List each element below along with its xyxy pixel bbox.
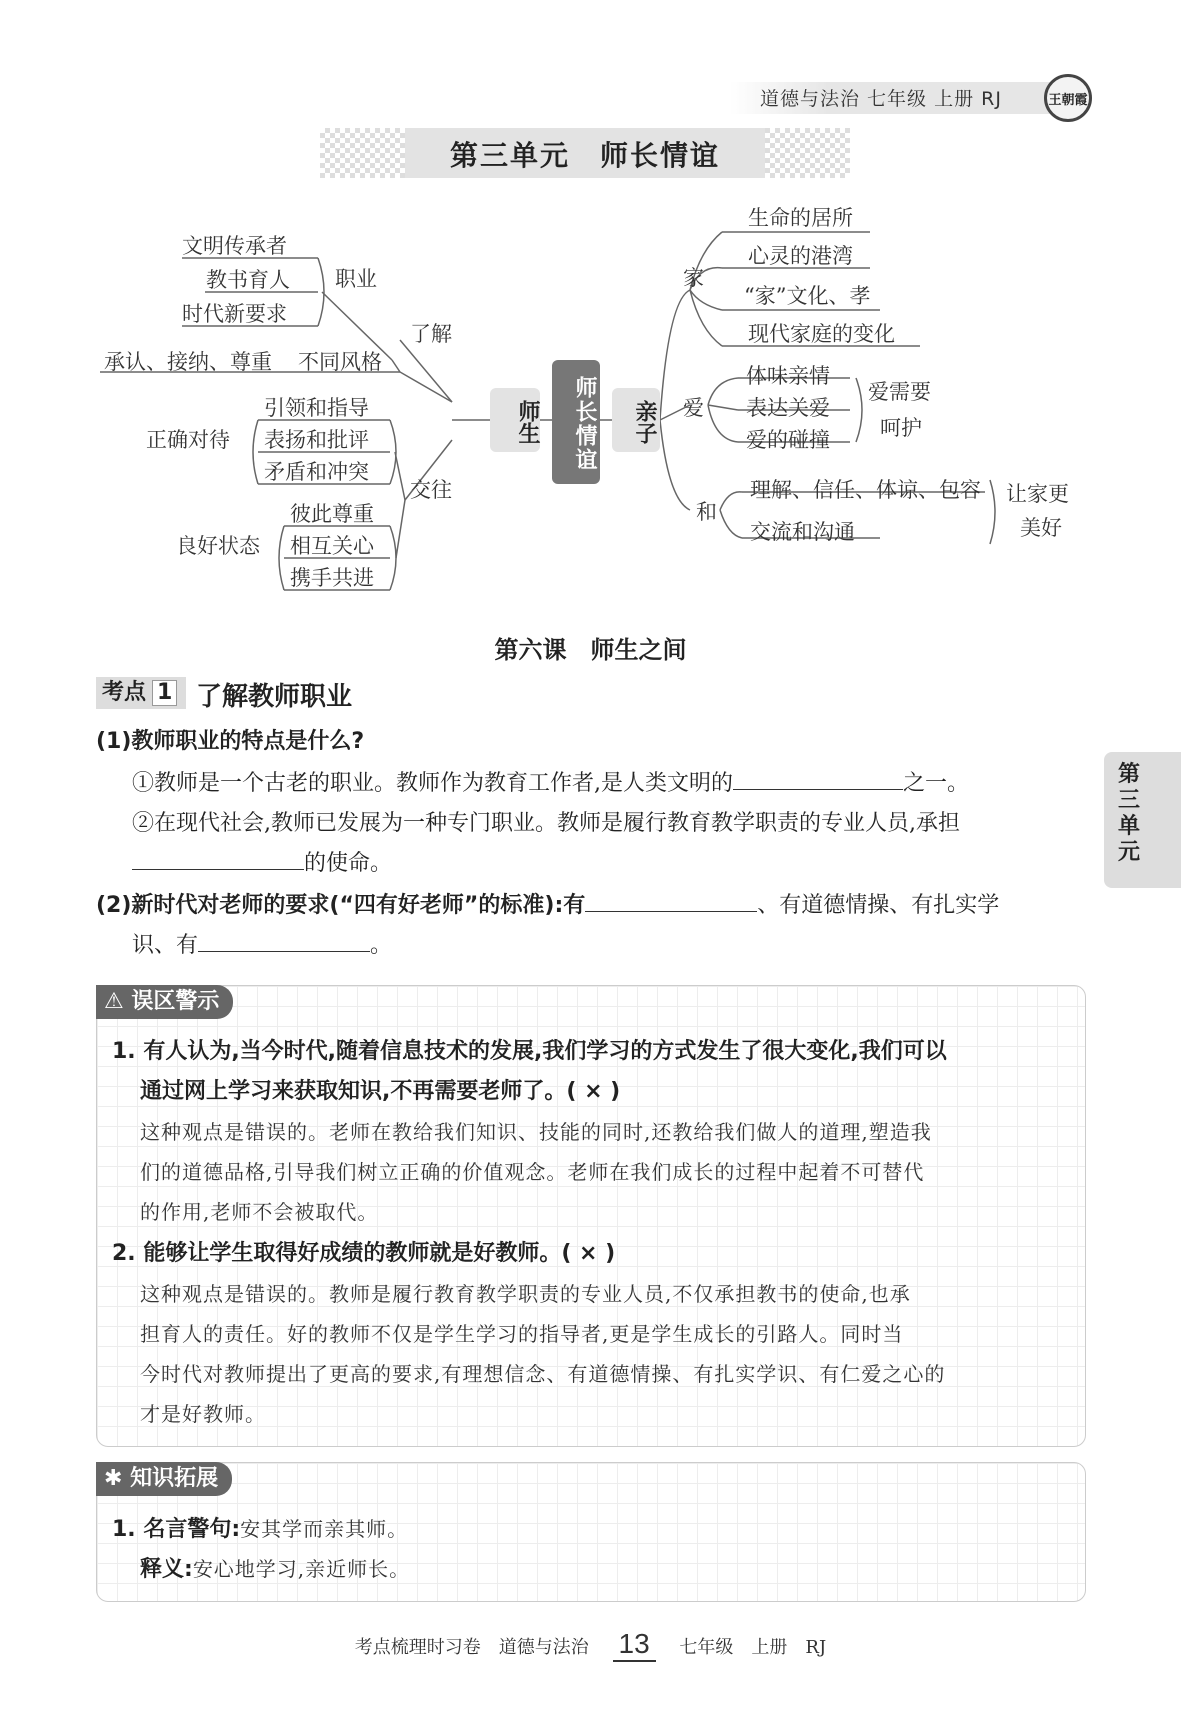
mm-correct-label: 正确对待 bbox=[146, 428, 230, 452]
mm-home-label: 家 bbox=[683, 266, 704, 290]
mm-career-item-2: 教书育人 bbox=[206, 268, 290, 292]
extend-tag: ✱ 知识拓展 bbox=[96, 1462, 232, 1496]
warning-q1-line-2: 通过网上学习来获取知识,不再需要老师了。( × ) bbox=[140, 1079, 621, 1104]
mm-harmony-label: 和 bbox=[696, 500, 717, 524]
mm-love-item-2: 表达关爱 bbox=[746, 396, 830, 420]
mm-career-item-1: 文明传承者 bbox=[182, 234, 287, 258]
mm-home-item-4: 现代家庭的变化 bbox=[748, 322, 895, 346]
q2-line-1: (2)新时代对老师的要求(“四有好老师”的标准):有 、有道德情操、有扎实学 bbox=[96, 893, 1000, 918]
mm-harmony-note-1: 让家更 bbox=[1006, 482, 1069, 506]
warning-a2-line-2: 担育人的责任。好的教师不仅是学生学习的指导者,更是学生成长的引路人。同时当 bbox=[140, 1322, 904, 1346]
mm-good-item-1: 彼此尊重 bbox=[290, 502, 374, 526]
page-number: 13 bbox=[613, 1628, 656, 1662]
header-title: 道德与法治 七年级 上册 RJ bbox=[760, 88, 1002, 110]
mm-harmony-item-2: 交流和沟通 bbox=[750, 520, 855, 544]
warning-a2-line-3: 今时代对教师提出了更高的要求,有理想信念、有道德情操、有扎实学识、有仁爱之心的 bbox=[140, 1362, 946, 1386]
mm-good-item-3: 携手共进 bbox=[290, 566, 374, 590]
mm-style-desc: 承认、接纳、尊重 bbox=[104, 350, 272, 374]
mm-parent-child: 亲子 bbox=[632, 400, 657, 444]
q1-line-1: ①教师是一个古老的职业。教师作为教育工作者,是人类文明的 之一。 bbox=[132, 771, 970, 796]
q1-line-2: ②在现代社会,教师已发展为一种专门职业。教师是履行教育教学职责的专业人员,承担 bbox=[132, 811, 960, 836]
mm-career-label: 职业 bbox=[335, 267, 377, 291]
mm-good-item-2: 相互关心 bbox=[290, 534, 374, 558]
mindmap-lines bbox=[0, 0, 1181, 620]
warning-a1-line-2: 们的道德品格,引导我们树立正确的价值观念。老师在我们成长的过程中起着不可替代 bbox=[140, 1160, 925, 1184]
mm-love-note-2: 呵护 bbox=[880, 416, 922, 440]
mm-good-label: 良好状态 bbox=[176, 534, 260, 558]
unit-title: 第三单元 师长情谊 bbox=[449, 139, 720, 172]
kaodian-title: 了解教师职业 bbox=[196, 682, 353, 712]
footer-right: 七年级 上册 RJ bbox=[679, 1637, 827, 1658]
mm-career-item-3: 时代新要求 bbox=[182, 302, 287, 326]
mm-love-item-3: 爱的碰撞 bbox=[746, 428, 830, 452]
footer-left: 考点梳理时习卷 道德与法治 bbox=[354, 1637, 589, 1658]
mm-love-note-1: 爱需要 bbox=[868, 380, 931, 404]
mm-correct-item-2: 表扬和批评 bbox=[264, 428, 369, 452]
mm-love-label: 爱 bbox=[683, 396, 704, 420]
warning-a1-line-1: 这种观点是错误的。老师在教给我们知识、技能的同时,还教给我们做人的道理,塑造我 bbox=[140, 1120, 932, 1144]
extend-line-1: 1. 名言警句:安其学而亲其师。 bbox=[112, 1517, 409, 1542]
q1-title: (1)教师职业的特点是什么? bbox=[96, 729, 365, 754]
warning-a1-line-3: 的作用,老师不会被取代。 bbox=[140, 1200, 379, 1224]
lesson-title: 第六课 师生之间 bbox=[494, 636, 687, 664]
warning-tag: ⚠ 误区警示 bbox=[96, 985, 233, 1019]
q2-line-2: 识、有 。 bbox=[132, 933, 393, 958]
warning-q2-line-1: 2. 能够让学生取得好成绩的教师就是好教师。( × ) bbox=[112, 1241, 616, 1266]
mm-interact-label: 交往 bbox=[410, 478, 452, 502]
unit-side-tab-text: 第 三 单 元 bbox=[1117, 762, 1140, 865]
warning-a2-line-1: 这种观点是错误的。教师是履行教育教学职责的专业人员,不仅承担教书的使命,也承 bbox=[140, 1282, 911, 1306]
mm-style-label: 不同风格 bbox=[298, 350, 382, 374]
puzzle-icon: ✱ bbox=[104, 1466, 123, 1491]
mm-harmony-item-1: 理解、信任、体谅、包容 bbox=[750, 478, 981, 502]
mm-correct-item-3: 矛盾和冲突 bbox=[264, 460, 369, 484]
mm-harmony-note-2: 美好 bbox=[1020, 516, 1062, 540]
mm-love-item-1: 体味亲情 bbox=[746, 364, 830, 388]
mm-home-item-2: 心灵的港湾 bbox=[748, 244, 853, 268]
mm-understand-label: 了解 bbox=[410, 322, 452, 346]
mm-center: 师长情谊 bbox=[572, 376, 597, 472]
q1-line-3: 的使命。 bbox=[132, 846, 392, 877]
mm-teacher-student: 师生 bbox=[515, 400, 540, 444]
mm-home-item-1: 生命的居所 bbox=[748, 206, 853, 230]
warning-icon: ⚠ bbox=[104, 989, 124, 1014]
kaodian-tag: 考点 1 bbox=[96, 677, 186, 709]
mm-correct-item-1: 引领和指导 bbox=[264, 396, 369, 420]
warning-q1-line-1: 1. 有人认为,当今时代,随着信息技术的发展,我们学习的方式发生了很大变化,我们可以 bbox=[112, 1039, 947, 1064]
extend-line-2: 释义:安心地学习,亲近师长。 bbox=[140, 1557, 411, 1582]
publisher-logo: 王朝霞 bbox=[1044, 74, 1092, 122]
warning-a2-line-4: 才是好教师。 bbox=[140, 1402, 266, 1426]
mm-home-item-3: “家”文化、孝 bbox=[744, 284, 871, 308]
footer bbox=[0, 1628, 1181, 1662]
